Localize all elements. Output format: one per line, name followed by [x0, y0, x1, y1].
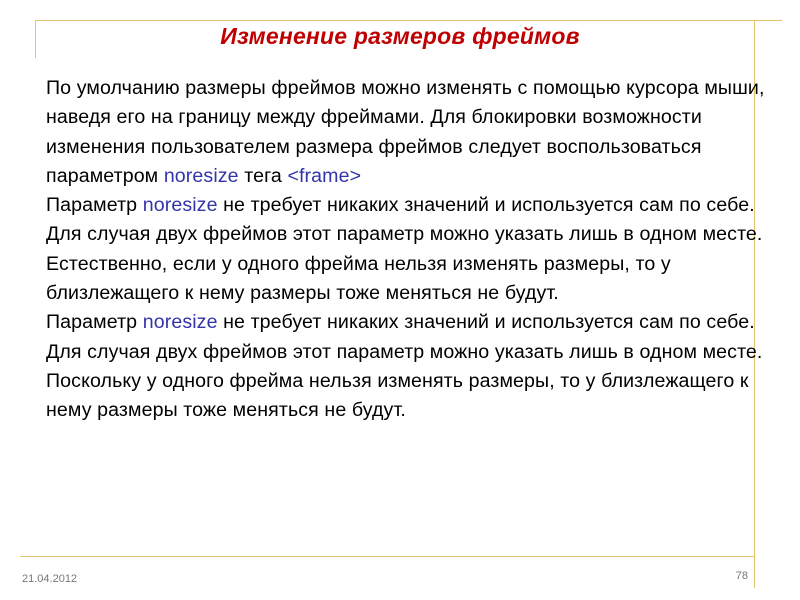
slide-body: [46, 74, 776, 426]
footer-date: 21.04.2012: [22, 573, 78, 585]
frame-line-bottom: [20, 556, 755, 557]
keyword-noresize-1: noresize: [163, 164, 239, 187]
paragraph-1-text-1: По умолчанию размеры фреймов можно изменять с помощью курсора мыши, наведя его на границу между фреймами. Для блокировки возможности изменения пользователем размера фреймов следует воспользоваться параметром: [46, 77, 765, 187]
paragraph-4-text-1: Поскольку у одного фрейма нельзя изменять размеры, то у близлежащего к нему размеры тоже меняться не будут.: [46, 369, 749, 422]
slide-title: Изменение размеров фреймов: [220, 23, 580, 49]
frame-line-top: [35, 20, 782, 21]
paragraph-1-text-2: тега: [238, 164, 288, 187]
paragraph-1: [46, 74, 776, 191]
paragraph-3-text-2: не требует никаких значений и используется сам по себе. Для случая двух фреймов этот параметр можно указать лишь в одном месте.: [46, 311, 763, 363]
paragraph-3-text-1: Параметр: [46, 311, 143, 334]
keyword-noresize-3: noresize: [142, 311, 218, 334]
paragraph-2-text-1: Параметр: [46, 194, 143, 217]
keyword-noresize-2: noresize: [142, 194, 218, 217]
keyword-frame-tag: <frame>: [287, 164, 362, 187]
paragraph-2: [46, 191, 776, 308]
page-number: 78: [735, 570, 748, 582]
paragraph-4: [46, 367, 776, 426]
paragraph-3: [46, 308, 776, 367]
paragraph-2-text-2: не требует никаких значений и используется сам по себе. Для случая двух фреймов этот параметр можно указать лишь в одном месте. Естественно, если у одного фрейма нельзя изменять размеры, то у близлежащего к нему размеры тоже меняться не будут.: [46, 194, 763, 305]
